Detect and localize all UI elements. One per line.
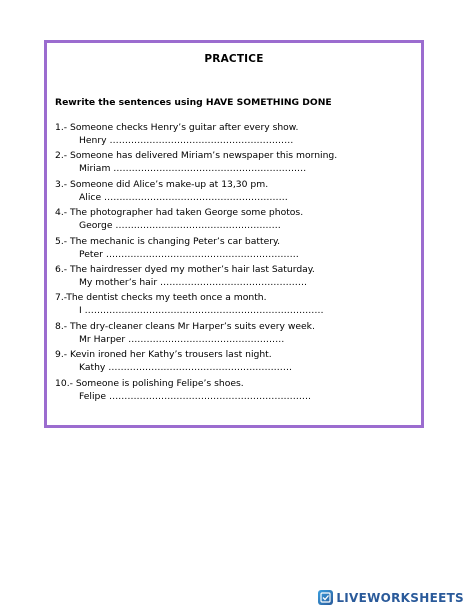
exercise-answer-line[interactable]: Felipe ………………………………………………………… bbox=[79, 390, 312, 402]
exercise-item bbox=[55, 121, 417, 149]
exercise-item bbox=[55, 291, 417, 319]
exercise-answer-line[interactable]: Miriam ……………………………………………………… bbox=[79, 163, 307, 175]
exercise-item bbox=[55, 206, 417, 234]
exercise-answer-line[interactable]: Mr Harper …………………………………………… bbox=[79, 333, 285, 345]
liveworksheets-logo[interactable] bbox=[318, 590, 464, 605]
exercise-answer-line[interactable]: My mother’s hair ………………………………………… bbox=[79, 276, 308, 288]
exercise-sentence: 6.- The hairdresser dyed my mother’s hair last Saturday. bbox=[55, 263, 315, 275]
exercise-answer-line[interactable]: Alice …………………………………………………… bbox=[79, 191, 288, 203]
exercise-answer-line[interactable]: Peter ……………………………………………………… bbox=[79, 248, 299, 260]
exercise-item bbox=[55, 348, 417, 376]
exercise-sentence: 10.- Someone is polishing Felipe’s shoes. bbox=[55, 377, 244, 389]
exercise-sentence: 1.- Someone checks Henry’s guitar after every show. bbox=[55, 122, 299, 133]
exercise-sentence: 4.- The photographer had taken George some photos. bbox=[55, 207, 304, 219]
worksheet-instruction: Rewrite the sentences using HAVE SOMETHING DONE bbox=[55, 97, 332, 108]
exercise-sentence: 2.- Someone has delivered Miriam’s newspaper this morning. bbox=[55, 150, 338, 162]
exercise-item bbox=[55, 377, 417, 405]
exercise-list bbox=[55, 121, 417, 405]
liveworksheets-brand-text: LIVEWORKSHEETS bbox=[336, 590, 464, 605]
exercise-answer-line[interactable]: Henry …………………………………………………… bbox=[79, 135, 294, 146]
exercise-sentence: 7.-The dentist checks my teeth once a month. bbox=[55, 292, 267, 304]
exercise-sentence: 3.- Someone did Alice’s make-up at 13,30 pm. bbox=[55, 178, 269, 190]
exercise-sentence: 5.- The mechanic is changing Peter’s car battery. bbox=[55, 235, 281, 247]
exercise-sentence: 9.- Kevin ironed her Kathy’s trousers last night. bbox=[55, 349, 272, 361]
liveworksheets-logo-icon bbox=[318, 590, 333, 605]
exercise-answer-line[interactable]: I …………………………………………………………………… bbox=[79, 305, 324, 317]
exercise-sentence: 8.- The dry-cleaner cleans Mr Harper’s suits every week. bbox=[55, 320, 315, 332]
exercise-item bbox=[55, 149, 417, 177]
worksheet-title: PRACTICE bbox=[204, 53, 264, 65]
exercise-answer-line[interactable]: George ……………………………………………… bbox=[79, 220, 281, 232]
exercise-item bbox=[55, 263, 417, 291]
exercise-item bbox=[55, 178, 417, 206]
exercise-item bbox=[55, 235, 417, 263]
exercise-item bbox=[55, 320, 417, 348]
exercise-answer-line[interactable]: Kathy …………………………………………………… bbox=[79, 362, 293, 374]
worksheet-frame bbox=[44, 40, 424, 428]
